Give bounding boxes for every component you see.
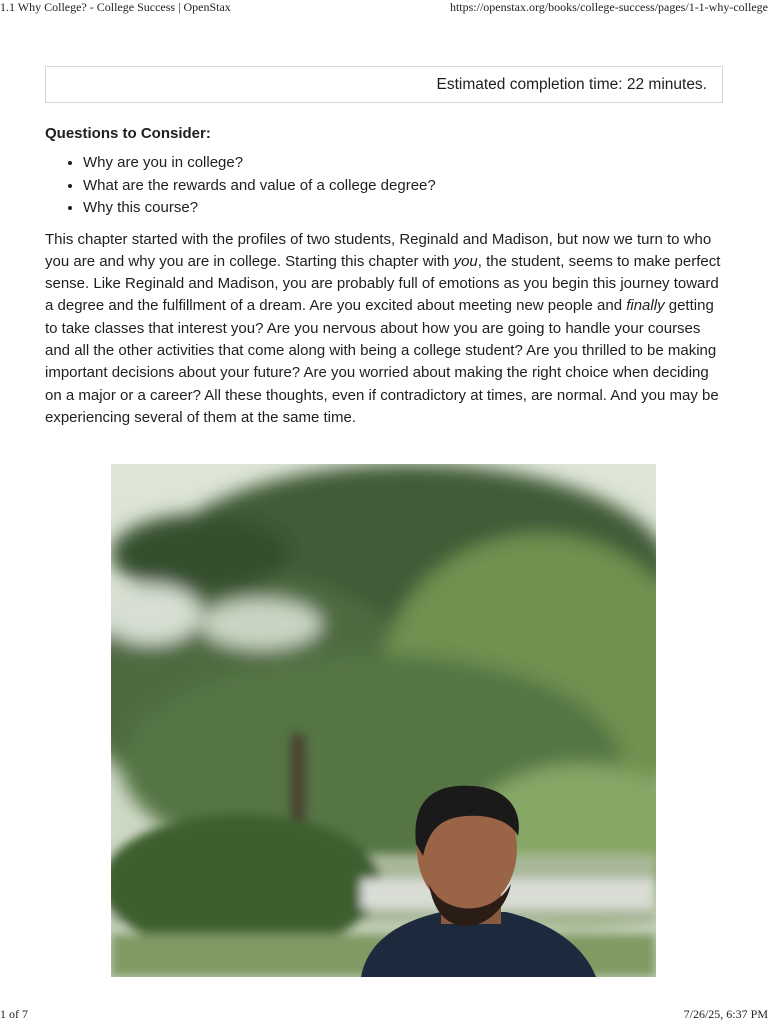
print-page-url: https://openstax.org/books/college-success/pages/1-1-why-college <box>449 0 768 14</box>
questions-list <box>45 152 723 220</box>
paragraph-text: , the student, seems to make perfect sense. Like Reginald and Madison, you are probably full of emotions as you begin this journey toward a degree and the fulfillment of a dream. Are you excited about meeting new people and <box>45 252 721 315</box>
question-item: • Why this course? <box>83 197 723 220</box>
questions-heading: Questions to Consider: <box>45 125 211 142</box>
main-content <box>45 66 723 429</box>
question-item: • Why are you in college? <box>83 152 723 175</box>
paragraph-text: This chapter started with the profiles of two students, Reginald and Madison, but now we turn to who you are and why you are in college. Starting this chapter with <box>45 230 712 270</box>
paragraph-text: getting to take classes that interest you? Are you nervous about how you are going to handle your courses and all the other activities that come along with being a college student? Are you thrilled to be making important decisions about your future? Are you worried about making the right choice when deciding on a major or a career? All these thoughts, even if contradictory at times, are normal. And you may be experiencing several of them at the same time. <box>45 297 719 426</box>
paragraph-emphasis: you <box>453 252 478 270</box>
print-timestamp: 7/26/25, 6:37 PM <box>683 1007 768 1021</box>
completion-time-text: Estimated completion time: 22 minutes. <box>436 75 707 93</box>
completion-time-box <box>45 66 723 103</box>
intro-paragraph <box>45 229 723 430</box>
student-photo <box>111 464 656 977</box>
print-page-title: 1.1 Why College? - College Success | OpenStax <box>0 0 231 14</box>
paragraph-emphasis: finally <box>626 297 665 315</box>
print-header <box>0 0 768 16</box>
print-footer <box>0 1008 768 1024</box>
page-number: 1 of 7 <box>0 1007 28 1021</box>
question-item: • What are the rewards and value of a college degree? <box>83 175 723 198</box>
